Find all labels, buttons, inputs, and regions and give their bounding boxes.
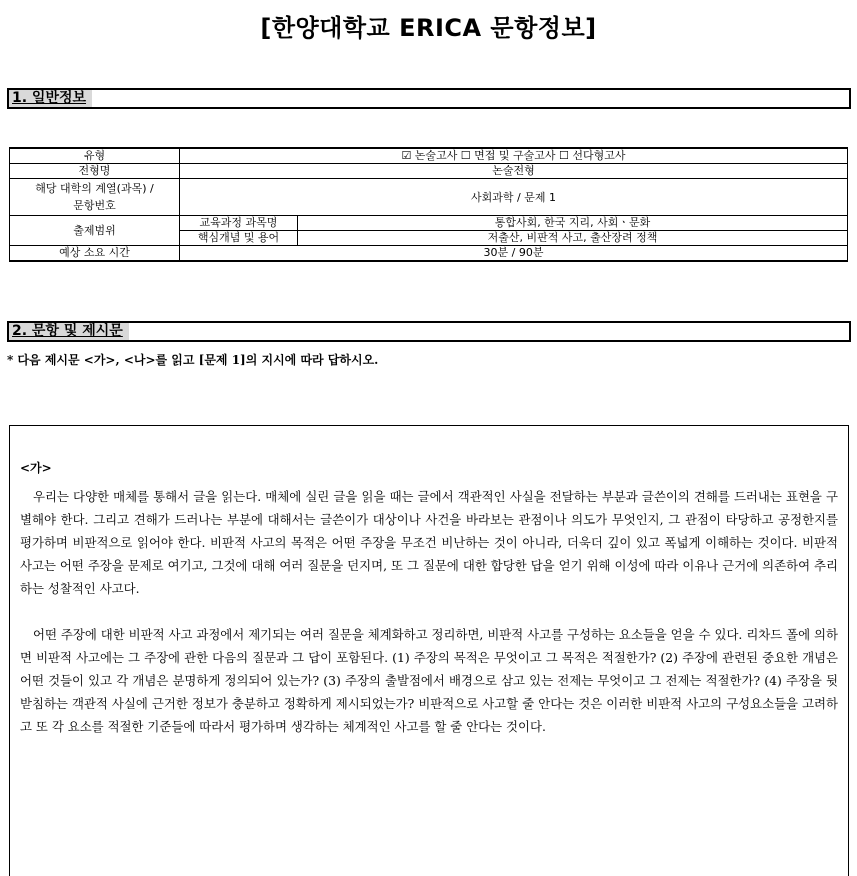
passage-paragraph-1: 우리는 다양한 매체를 통해서 글을 읽는다. 매체에 실린 글을 읽을 때는 글에서 객관적인 사실을 전달하는 부분과 글쓴이의 견해를 드러내는 표현을 구별해야 한다. 그리고 견해가 드러나는 부분에 대해서는 글쓴이가 대상이나 사건을 바라보는 관점이나 의도가 무엇인지, 그 관점이 타당하고 공정한지를 평가하며 비판적으로 읽어야 한다. 비판적 사고의 목적은 어떤 주장을 무조건 비난하는 것이 아니라, 더욱더 깊이 있고 폭넓게 이해하는 것이다. 비판적 사고는 어떤 주장을 문제로 여기고, 그것에 대해 여러 질문을 던지며, 또 그 질문에 대한 합당한 답을 얻기 위해 이성에 따라 이유나 근거에 의존하여 추리하는 성찰적인 사고다.	[20, 489, 838, 596]
instruction-text: * 다음 제시문 <가>, <나>를 읽고 [문제 1]의 지시에 따라 답하시오.	[7, 353, 379, 367]
department-label	[10, 179, 180, 216]
keywords-value: 저출산, 비판적 사고, 출산장려 정책	[298, 231, 848, 246]
admission-label: 전형명	[10, 164, 180, 179]
passage-label: <가>	[20, 461, 52, 475]
passage-box	[9, 425, 849, 876]
table-row-curriculum	[10, 216, 848, 231]
admission-value: 논술전형	[180, 164, 848, 179]
table-row-time	[10, 246, 848, 262]
department-label-line1: 해당 대학의 계열(과목) /	[35, 182, 154, 195]
curriculum-label: 교육과정 과목명	[180, 216, 298, 231]
table-row-type	[10, 148, 848, 164]
section-label: 1. 일반정보	[9, 90, 92, 107]
time-label: 예상 소요 시간	[10, 246, 180, 262]
keywords-label: 핵심개념 및 용어	[180, 231, 298, 246]
curriculum-value: 통합사회, 한국 지리, 사회ㆍ문화	[298, 216, 848, 231]
table-row-department	[10, 179, 848, 216]
passage-paragraph-2: 어떤 주장에 대한 비판적 사고 과정에서 제기되는 여러 질문을 체계화하고 정리하면, 비판적 사고를 구성하는 요소들을 얻을 수 있다. 리차드 폴에 의하면 비판적 사고에는 그 주장에 관한 다음의 질문과 그 답이 포함된다. (1) 주장의 목적은 무엇이고 그 목적은 적절한가? (2) 주장에 관련된 중요한 개념은 어떤 것들이 있고 각 개념은 분명하게 정의되어 있는가? (3) 주장의 출발점에서 배경으로 삼고 있는 전제는 무엇이고 그 전제는 적절한가? (4) 주장을 뒷받침하는 객관적 사실에 근거한 정보가 충분하고 정확하게 제시되었는가? 비판적으로 사고할 줄 안다는 것은 이러한 비판적 사고의 구성요소들을 고려하고 또 각 요소를 적절한 기준들에 따라서 평가하며 생각하는 체계적인 사고를 할 줄 안다는 것이다.	[20, 627, 838, 734]
type-label: 유형	[10, 148, 180, 164]
section-header-question	[7, 321, 851, 342]
table-row-admission	[10, 164, 848, 179]
department-value: 사회과학 / 문제 1	[180, 179, 848, 216]
department-label-line2: 문항번호	[73, 199, 116, 212]
info-table	[9, 147, 848, 262]
section-label: 2. 문항 및 제시문	[9, 323, 129, 340]
section-header-general-info	[7, 88, 851, 109]
time-value: 30분 / 90분	[180, 246, 848, 262]
type-value: ☑ 논술고사 ☐ 면접 및 구술고사 ☐ 선다형고사	[180, 148, 848, 164]
scope-label: 출제범위	[10, 216, 180, 246]
document-title: [한양대학교 ERICA 문항정보]	[260, 14, 597, 42]
